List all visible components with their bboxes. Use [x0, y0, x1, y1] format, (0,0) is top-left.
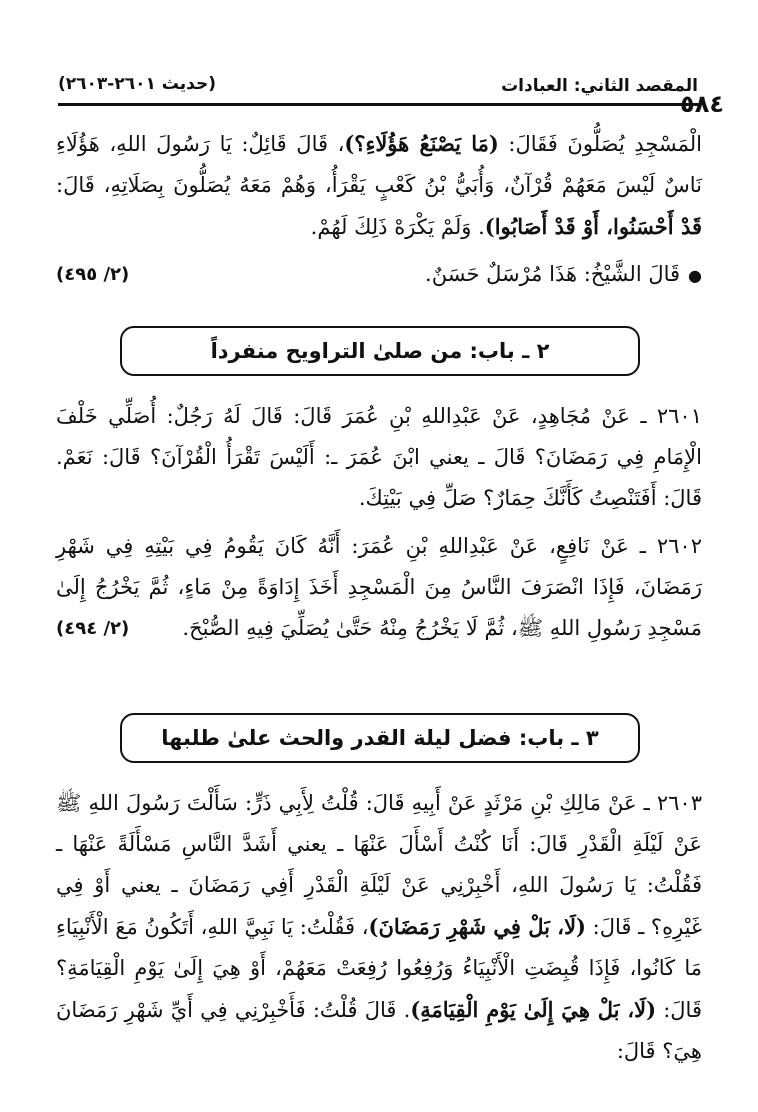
- hadith-text-part: ، فَقُلْتُ: يَا نَبِيَّ اللهِ، أَتَكُونُ مَعَ الْأَنْبِيَاءِ مَا كَانُوا، فَإِذَا قُبِضَتِ الْأَنْبِيَاءُ وَرُفِعُوا رُفِعَتْ مَعَهُمْ، أَوْ هِيَ إِلَىٰ يَوْمِ الْقِيَامَةِ؟ قَالَ:: [55, 915, 702, 1022]
- intro-quote: (مَا يَصْنَعُ هَؤُلَاءِ؟): [344, 131, 499, 156]
- intro-text-part: ، قَالَ قَائِلٌ: يَا رَسُولَ اللهِ، هَؤُلَاءِ نَاسٌ لَيْسَ مَعَهُمْ قُرْآنٌ، وَأُبَيُّ بْنُ كَعْبٍ يَقْرَأُ، وَهُمْ مَعَهُ يُصَلُّونَ بِصَلَاتِهِ، قَالَ:: [56, 132, 702, 197]
- intro-text-part: الْمَسْجِدِ يُصَلُّونَ فَقَالَ:: [498, 132, 702, 156]
- chapter-heading-2: [120, 326, 640, 376]
- running-header: [58, 70, 698, 100]
- sheikh-note: [56, 254, 702, 296]
- page-number: ٥٨٤: [680, 90, 724, 118]
- hadith-quote: (لَا، بَلْ فِي شَهْرِ رَمَضَانَ): [368, 914, 586, 939]
- intro-text: [56, 123, 702, 248]
- sheikh-note-text: قَالَ الشَّيْخُ: هَذَا مُرْسَلٌ حَسَنٌ.: [425, 262, 681, 286]
- hadith-text: ٢٦٠٢ ـ عَنْ نَافِعٍ، عَنْ عَبْدِاللهِ بْنِ عُمَرَ: أَنَّهُ كَانَ يَقُومُ فِي بَيْتِهِ فِي شَهْرِ رَمَضَانَ، فَإِذَا انْصَرَفَ النَّاسُ مِنَ الْمَسْجِدِ أَخَذَ إِدَاوَةً مِنْ مَاءٍ، ثُمَّ يَخْرُجُ إِلَىٰ مَسْجِدِ رَسُولِ اللهِ ﷺ، ثُمَّ لَا يَخْرُجُ مِنْهُ حَتَّىٰ يُصَلِّيَ فِيهِ الصُّبْحَ.: [56, 534, 702, 640]
- hadith-text-part: . قَالَ قُلْتُ: فَأَخْبِرْنِي فِي أَيِّ شَهْرِ رَمَضَانَ هِيَ؟ قَالَ:: [56, 998, 702, 1063]
- hadith-text: ٢٦٠١ ـ عَنْ مُجَاهِدٍ، عَنْ عَبْدِاللهِ بْنِ عُمَرَ قَالَ: قَالَ لَهُ رَجُلٌ: أُصَلِّي خَلْفَ الْإِمَامِ فِي رَمَضَانَ؟ قَالَ ـ يعني ابْنَ عُمَرَ ـ: أَلَيْسَ تَقْرَأُ الْقُرْآنَ؟ قَالَ: نَعَمْ. قَالَ: أَفَتَنْصِتُ كَأَنَّكَ حِمَارٌ؟ صَلِّ فِي بَيْتِكَ.: [56, 404, 702, 510]
- hadith-range: (حديث ٢٦٠١-٢٦٠٣): [58, 74, 217, 94]
- intro-quote: قَدْ أَحْسَنُوا، أَوْ قَدْ أَصَابُوا): [484, 214, 702, 239]
- hadith-2603: [56, 783, 702, 1072]
- chapter-title: ٣ ـ باب: فضل ليلة القدر والحث علىٰ طلبها: [161, 726, 599, 750]
- intro-text-part: . وَلَمْ يَكْرَهْ ذَلِكَ لَهُمْ.: [310, 215, 485, 239]
- volume-page-ref: (٢/ ٤٩٤): [56, 618, 130, 639]
- bullet-icon: ●: [688, 266, 702, 285]
- chapter-heading-3: [120, 713, 640, 763]
- section-title: المقصد الثاني: العبادات: [501, 76, 698, 96]
- chapter-title: ٢ ـ باب: من صلىٰ التراويح منفرداً: [210, 339, 550, 363]
- intro-paragraph: [56, 123, 702, 248]
- hadith-2602: [56, 526, 702, 649]
- volume-page-ref: (٢/ ٤٩٥): [56, 264, 130, 285]
- header-rule: [58, 103, 700, 106]
- hadith-text-part: ٢٦٠٣ ـ عَنْ مَالِكِ بْنِ مَرْثَدٍ عَنْ أَبِيهِ قَالَ: قُلْتُ لِأَبِي ذَرٍّ: سَأَلْتَ رَسُولَ اللهِ ﷺ عَنْ لَيْلَةِ الْقَدْرِ قَالَ: أَنَا كُنْتُ أَسْأَلَ عَنْهَا ـ يعني أَشَدَّ النَّاسِ مَسْأَلَةً عَنْهَا ـ فَقُلْتُ: يَا رَسُولَ اللهِ، أَخْبِرْنِي عَنْ لَيْلَةِ الْقَدْرِ أَفِي رَمَضَانَ ـ يعني أَوْ فِي غَيْرِهِ؟ ـ قَالَ:: [56, 791, 702, 939]
- hadith-2601: [56, 396, 702, 519]
- hadith-quote: (لَا، بَلْ هِيَ إِلَىٰ يَوْمِ الْقِيَامَةِ): [410, 997, 657, 1022]
